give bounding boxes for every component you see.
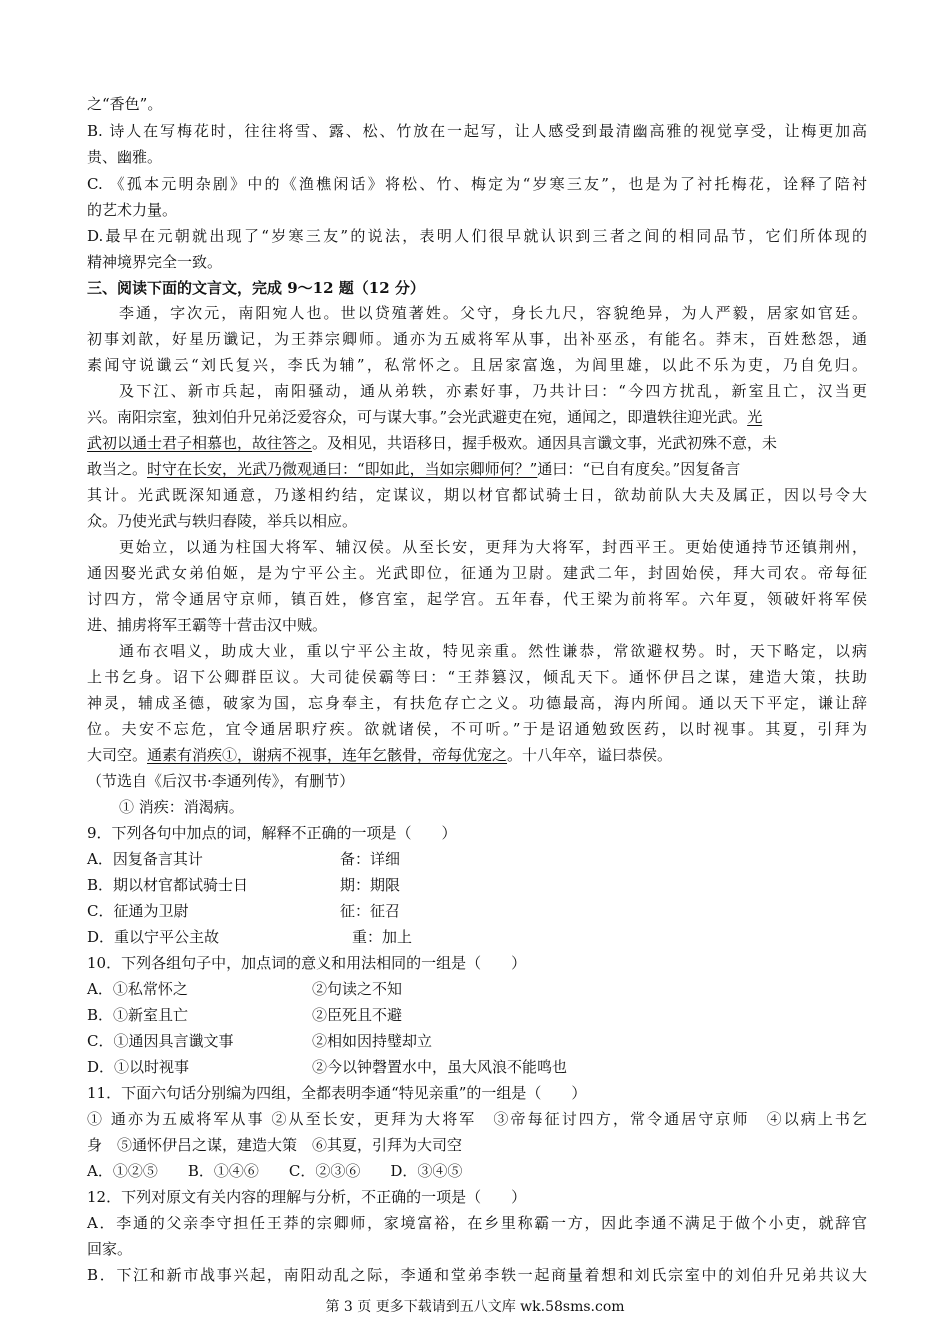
text-line bbox=[87, 434, 867, 452]
option-c: C．①通因具言谶文事 ②相如因持璧却立 bbox=[87, 1032, 433, 1050]
text-segment: 。十八年卒，谥曰恭侯。 bbox=[507, 746, 673, 764]
text-line: 的艺术力量。 bbox=[87, 201, 178, 219]
text-line: B. 诗人在写梅花时，往往将雪、露、松、竹放在一起写，让人感受到最清幽高雅的视觉享受，让梅更加高 bbox=[87, 122, 867, 140]
option-c: C．征通为卫尉 征：征召 bbox=[87, 902, 401, 920]
text-line: C. 《孤本元明杂剧》中的《渔樵闲话》将松、竹、梅定为“岁寒三友”，也是为了衬托梅花，诠释了陪衬 bbox=[87, 175, 867, 193]
text-line bbox=[87, 408, 867, 426]
text-segment: 敢当之。 bbox=[87, 460, 148, 478]
text-line: 李通，字次元，南阳宛人也。世以贷殖著姓。父守，身长九尺，容貌绝异，为人严毅，居家如官廷。 bbox=[119, 304, 867, 322]
text-line: 及下江、新市兵起，南阳骚动，通从弟轶，亦素好事，乃共计曰：“今四方扰乱，新室且亡，汉当更 bbox=[119, 382, 867, 400]
text-line: 素闻守说谶云“刘氏复兴，李氏为辅”，私常怀之。且居家富逸，为闾里雄，以此不乐为吏，乃自免归。 bbox=[87, 356, 867, 374]
question-11: 11．下面六句话分别编为四组，全都表明李通“特见亲重”的一组是（ ） bbox=[87, 1084, 587, 1102]
question-10: 10．下列各组句子中，加点词的意义和用法相同的一组是（ ） bbox=[87, 954, 527, 972]
text-line: 更始立，以通为柱国大将军、辅汉侯。从至长安，更拜为大将军，封西平王。更始使通持节还镇荆州， bbox=[119, 538, 867, 556]
text-line: 通因娶光武女弟伯姬，是为宁平公主。光武即位，征通为卫尉。建武二年，封固始侯，拜大司农。帝每征 bbox=[87, 564, 867, 582]
text-line: 神灵，辅成圣德，破家为国，忘身奉主，有扶危存亡之义。功德最高，海内所闻。通以天下平定，谦让辞 bbox=[87, 694, 867, 712]
text-line: 位。夫安不忘危，宜令通居职疗疾。欲就诸侯，不可听。”于是诏通勉致医药，以时视事。其夏，引拜为 bbox=[87, 720, 867, 738]
text-segment: 兴。南阳宗室，独刘伯升兄弟泛爱容众，可与谋大事。”会光武避吏在宛，通闻之，即遣轶往迎光武。 bbox=[87, 408, 748, 426]
text-line: 其计。光武既深知通意，乃遂相约结，定谋议，期以材官都试骑士日，欲劫前队大夫及属正，因以号令大 bbox=[87, 486, 867, 504]
underlined-sentence: 通素有消疾①，谢病不视事，连年乞骸骨，帝每优宠之 bbox=[147, 746, 508, 764]
text-line: 回家。 bbox=[87, 1240, 133, 1258]
option-d: D．重以宁平公主故 重：加上 bbox=[87, 928, 413, 946]
answer-options: A．①②⑤ B．①④⑥ C．②③⑥ D．③④⑤ bbox=[87, 1162, 463, 1180]
option-d: D．①以时视事 ②今以钟磬置水中，虽大风浪不能鸣也 bbox=[87, 1058, 568, 1076]
option-b: B．期以材官都试骑士日 期：期限 bbox=[87, 876, 401, 894]
text-segment: 通曰：“已自有度矣。”因复备言 bbox=[537, 460, 741, 478]
text-line bbox=[87, 460, 867, 478]
text-line: D.最早在元朝就出现了“岁寒三友”的说法，表明人们很早就认识到三者之间的相同品节，它们所体现的 bbox=[87, 227, 867, 245]
text-line: 精神境界完全一致。 bbox=[87, 253, 223, 271]
text-line: 上书乞身。诏下公卿群臣议。大司徒侯霸等曰：“王莽篡汉，倾乱天下。通怀伊吕之谋，建造大策，扶助 bbox=[87, 668, 867, 686]
option-a: A．因复备言其计 备：详细 bbox=[87, 850, 401, 868]
option-a: A．①私常怀之 ②句读之不知 bbox=[87, 980, 403, 998]
underlined-sentence: 时守在长安，光武乃微观通曰：“即如此，当如宗卿师何？” bbox=[147, 460, 538, 478]
text-line: A．李通的父亲李守担任王莽的宗卿师，家境富裕，在乡里称霸一方，因此李通不满足于做个小吏，就辞官 bbox=[87, 1214, 867, 1232]
text-line: ① 通亦为五威将军从事 ②从至长安，更拜为大将军 ③帝每征讨四方，常令通居守京师 ④以病上书乞 bbox=[87, 1110, 867, 1128]
text-line: 众。乃使光武与轶归舂陵，举兵以相应。 bbox=[87, 512, 358, 530]
text-line: 之“香色”。 bbox=[87, 95, 163, 113]
question-9: 9．下列各句中加点的词，解释不正确的一项是（ ） bbox=[87, 824, 457, 842]
text-line: B．下江和新市战事兴起，南阳动乱之际，李通和堂弟李轶一起商量着想和刘氏宗室中的刘伯升兄弟共议大 bbox=[87, 1266, 867, 1284]
text-line: 通布衣唱义，助成大业，重以宁平公主故，特见亲重。然性谦恭，常欲避权势。时，天下略定，以病 bbox=[119, 642, 867, 660]
footnote: ① 消疾：消渴病。 bbox=[119, 798, 244, 816]
source-note: （节选自《后汉书·李通列传》，有删节） bbox=[87, 772, 355, 790]
text-line: 初事刘歆，好星历谶记，为王莽宗卿师。通亦为五威将军从事，出补巫丞，有能名。莽末，百姓愁怨，通 bbox=[87, 330, 867, 348]
text-segment: 。及相见，共语移日，握手极欢。通因具言谶文事，光武初殊不意，未 bbox=[312, 434, 778, 452]
question-12: 12．下列对原文有关内容的理解与分析，不正确的一项是（ ） bbox=[87, 1188, 527, 1206]
text-line: 身 ⑤通怀伊吕之谋，建造大策 ⑥其夏，引拜为大司空 bbox=[87, 1136, 463, 1154]
option-b: B．①新室且亡 ②臣死且不避 bbox=[87, 1006, 403, 1024]
text-line bbox=[87, 746, 867, 764]
text-line: 进、捕虏将军王霸等十营击汉中贼。 bbox=[87, 616, 328, 634]
section-heading: 三、阅读下面的文言文，完成 9～12 题（12 分） bbox=[87, 279, 425, 297]
text-line: 讨四方，常令通居守京师，镇百姓，修宫室，起学宫。五年春，代王梁为前将军。六年夏，领破奸将军侯 bbox=[87, 590, 867, 608]
text-line: 贵、幽雅。 bbox=[87, 148, 163, 166]
underlined-sentence: 光 bbox=[747, 408, 763, 426]
text-segment: 大司空。 bbox=[87, 746, 148, 764]
underlined-sentence: 武初以通士君子相慕也，故往答之 bbox=[87, 434, 313, 452]
page-footer: 第 3 页 更多下载请到五八文库 wk.58sms.com bbox=[325, 1299, 625, 1315]
